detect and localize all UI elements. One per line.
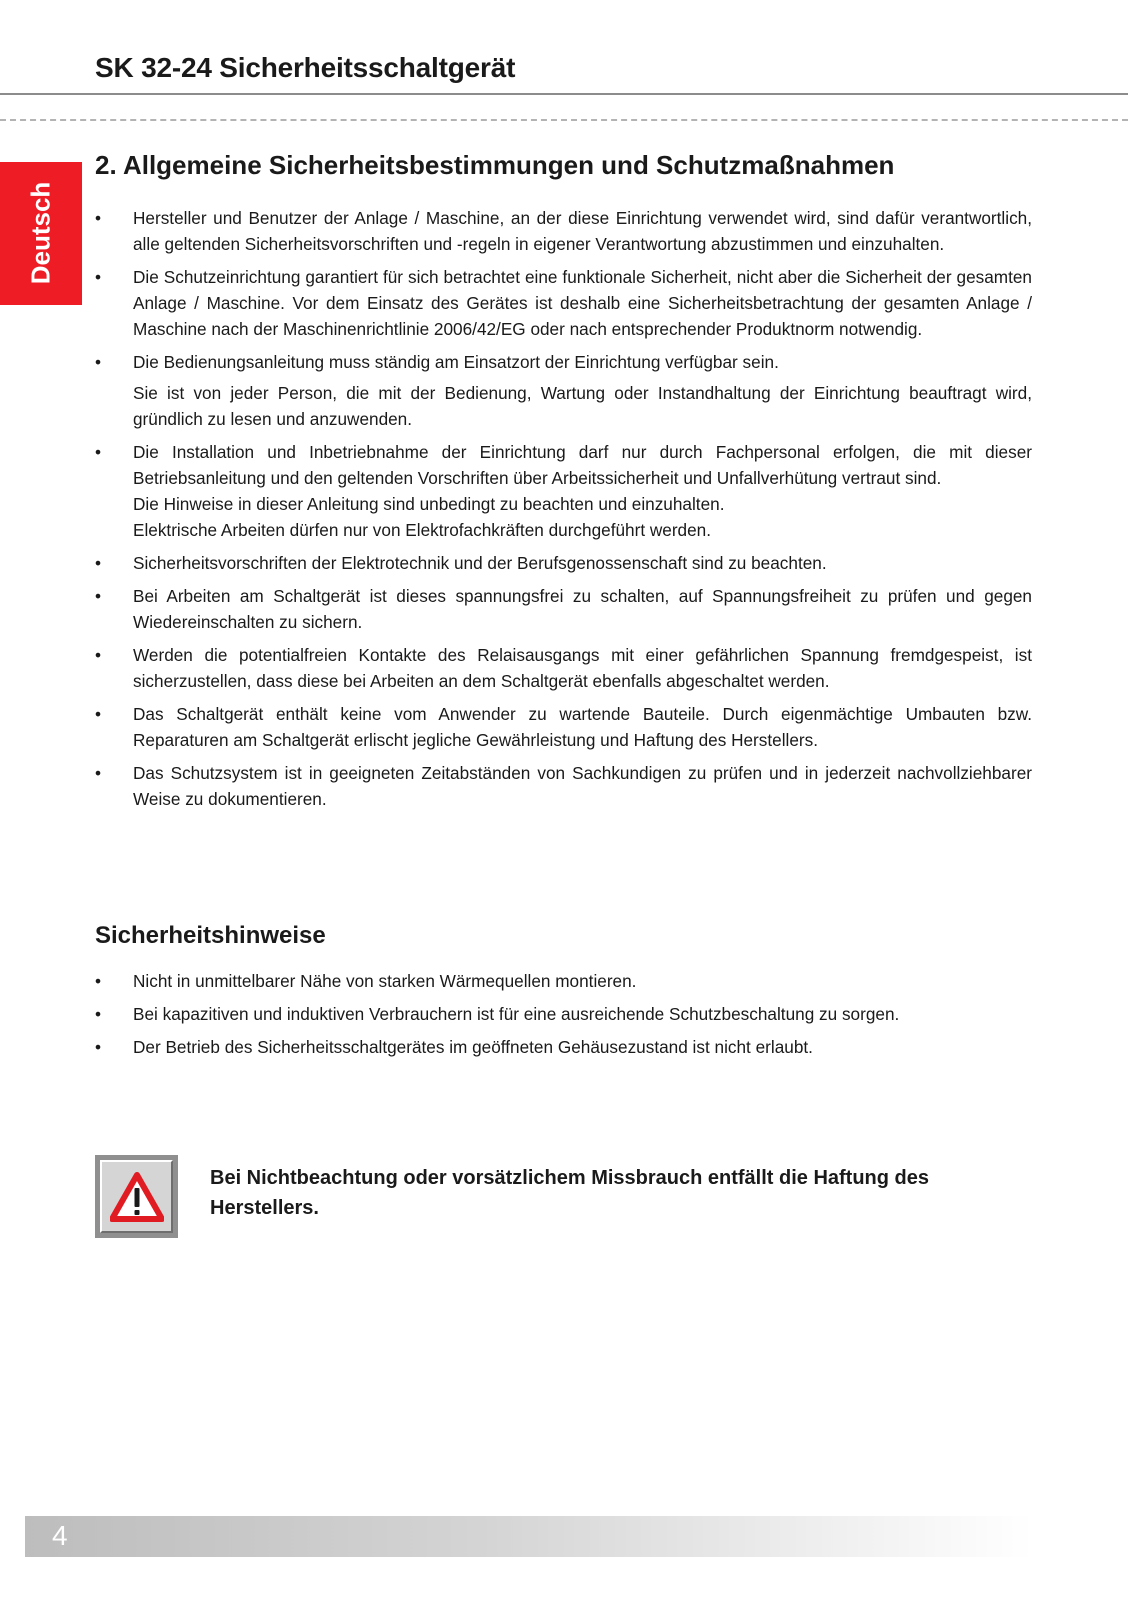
list-item bbox=[95, 1034, 1032, 1060]
warning-icon-frame bbox=[95, 1155, 178, 1238]
list-item-text: Werden die potentialfreien Kontakte des Relaisausgangs mit einer gefährlichen Spannung fremdgespeist, ist sicherzustellen, dass diese bei Arbeiten an dem Schaltgerät ebenfalls abgeschaltet werden. bbox=[133, 645, 1032, 691]
list-item-text: Die Bedienungsanleitung muss ständig am Einsatzort der Einrichtung verfügbar sein. bbox=[133, 352, 779, 372]
list-item-text: Das Schutzsystem ist in geeigneten Zeitabständen von Sachkundigen zu prüfen und in jederzeit nachvollziehbarer Weise zu dokumentieren. bbox=[133, 763, 1032, 809]
list-item-text: Der Betrieb des Sicherheitsschaltgerätes im geöffneten Gehäusezustand ist nicht erlaubt. bbox=[133, 1037, 813, 1057]
list-item-text: Das Schaltgerät enthält keine vom Anwender zu wartende Bauteile. Durch eigenmächtige Umbauten bzw. Reparaturen am Schaltgerät erlischt jegliche Gewährleistung und Haftung des Herstellers. bbox=[133, 704, 1032, 750]
language-tab-label: Deutsch bbox=[25, 181, 56, 285]
list-item bbox=[95, 968, 1032, 994]
bullet-icon: • bbox=[95, 645, 102, 665]
bullet-icon: • bbox=[95, 1037, 102, 1057]
safety-notes-heading: Sicherheitshinweise bbox=[95, 922, 326, 949]
list-item-text: Die Installation und Inbetriebnahme der Einrichtung darf nur durch Fachpersonal erfolgen, die mit dieser Betriebsanleitung und den geltenden Vorschriften über Arbeitssicherheit und Unfallverhütung vertraut sind. bbox=[133, 442, 1032, 488]
bullet-icon: • bbox=[95, 442, 102, 462]
bullet-icon: • bbox=[95, 763, 102, 783]
list-item-text: Hersteller und Benutzer der Anlage / Maschine, an der diese Einrichtung verwendet wird, sind dafür verantwortlich, alle geltenden Sicherheitsvorschriften und -regeln in eigener Verantwortung abzustimmen und einzuhalten. bbox=[133, 208, 1032, 254]
list-item-text-extra: Sie ist von jeder Person, die mit der Bedienung, Wartung oder Instandhaltung der Einrichtung beauftragt wird, gründlich zu lesen und anzuwenden. bbox=[133, 383, 1032, 429]
bullet-icon: • bbox=[95, 352, 102, 372]
list-item-text-line2: Die Hinweise in dieser Anleitung sind unbedingt zu beachten und einzuhalten. bbox=[133, 494, 725, 514]
language-tab bbox=[0, 162, 82, 305]
list-item bbox=[95, 583, 1032, 635]
title-divider bbox=[0, 93, 1128, 95]
safety-rules-list bbox=[95, 205, 1032, 819]
list-item bbox=[95, 701, 1032, 753]
list-item bbox=[95, 439, 1032, 543]
list-item bbox=[95, 550, 1032, 576]
list-item bbox=[95, 642, 1032, 694]
list-item-text: Bei kapazitiven und induktiven Verbrauchern ist für eine ausreichende Schutzbeschaltung zu sorgen. bbox=[133, 1004, 900, 1024]
bullet-icon: • bbox=[95, 704, 102, 724]
warning-triangle-icon bbox=[110, 1172, 164, 1222]
bullet-icon: • bbox=[95, 208, 102, 228]
list-item bbox=[95, 760, 1032, 812]
bullet-icon: • bbox=[95, 267, 102, 287]
safety-notes-list bbox=[95, 968, 1032, 1067]
page-number: 4 bbox=[52, 1520, 68, 1551]
list-item bbox=[95, 1001, 1032, 1027]
list-item-text: Die Schutzeinrichtung garantiert für sich betrachtet eine funktionale Sicherheit, nicht aber die Sicherheit der gesamten Anlage / Maschine. Vor dem Einsatz des Gerätes ist deshalb eine Sicherheitsbetrachtung der gesamten Anlage / Maschine nach der Maschinenrichtlinie 2006/42/EG oder nach entsprechender Produktnorm notwendig. bbox=[133, 267, 1032, 339]
list-item bbox=[95, 264, 1032, 342]
document-title: SK 32-24 Sicherheitsschaltgerät bbox=[95, 52, 516, 83]
list-item-text: Nicht in unmittelbarer Nähe von starken Wärmequellen montieren. bbox=[133, 971, 637, 991]
list-item bbox=[95, 205, 1032, 257]
bullet-icon: • bbox=[95, 553, 102, 573]
section-heading: 2. Allgemeine Sicherheitsbestimmungen und Schutzmaßnahmen bbox=[95, 150, 895, 180]
list-item-text: Bei Arbeiten am Schaltgerät ist dieses spannungsfrei zu schalten, auf Spannungsfreiheit zu prüfen und gegen Wiedereinschalten zu sichern. bbox=[133, 586, 1032, 632]
dashed-divider bbox=[0, 119, 1128, 121]
footer-bar bbox=[25, 1516, 1033, 1557]
list-item-text-line3: Elektrische Arbeiten dürfen nur von Elektrofachkräften durchgeführt werden. bbox=[133, 520, 712, 540]
bullet-icon: • bbox=[95, 586, 102, 606]
bullet-icon: • bbox=[95, 971, 102, 991]
warning-text: Bei Nichtbeachtung oder vorsätzlichem Missbrauch entfällt die Haftung des Herstellers. bbox=[210, 1167, 930, 1219]
bullet-icon: • bbox=[95, 1004, 102, 1024]
list-item-text: Sicherheitsvorschriften der Elektrotechnik und der Berufsgenossenschaft sind zu beachten. bbox=[133, 553, 827, 573]
list-item bbox=[95, 349, 1032, 432]
